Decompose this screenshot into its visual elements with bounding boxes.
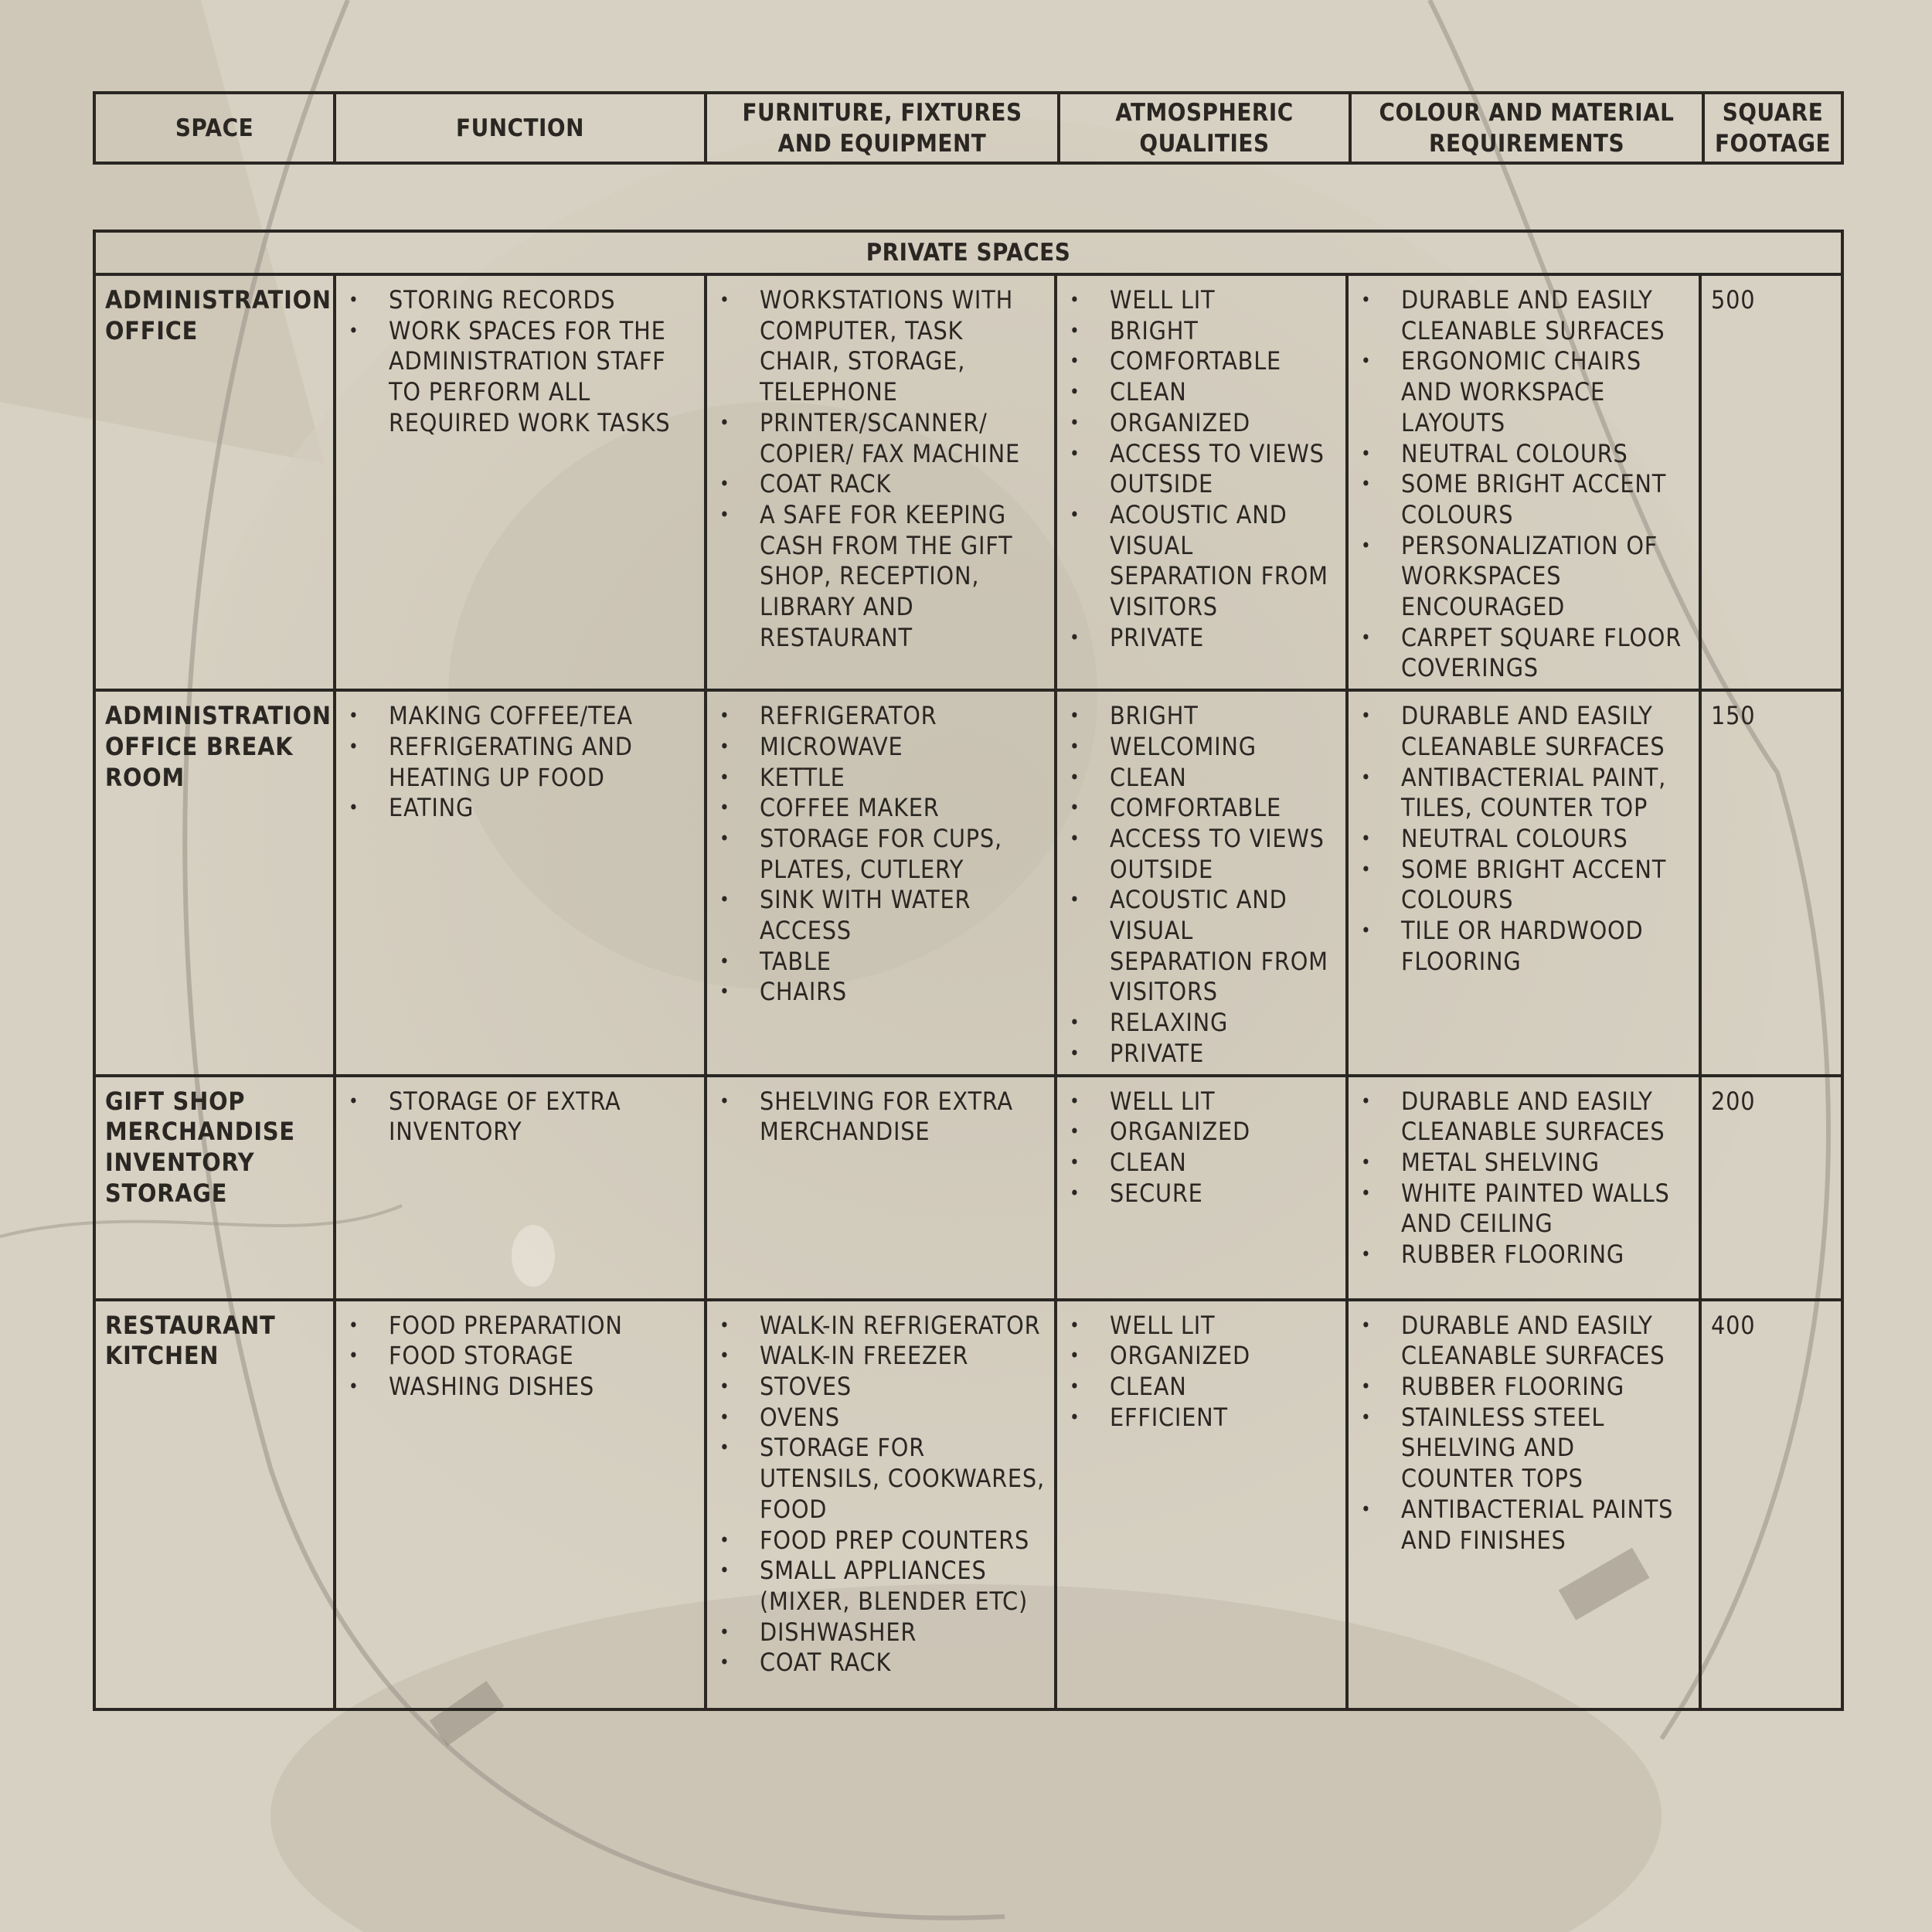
function-cell	[335, 274, 706, 690]
list-item: • METAL SHELVING	[1358, 1148, 1691, 1179]
header-space: SPACE	[94, 93, 335, 163]
list-item: • ACOUSTIC AND VISUAL SEPARATION FROM VISITORS	[1066, 500, 1338, 623]
function-cell	[335, 1076, 706, 1300]
atmosphere-cell	[1056, 1076, 1347, 1300]
header-function: FUNCTION	[335, 93, 706, 163]
list-item: • NEUTRAL COLOURS	[1358, 824, 1691, 855]
list-item: • WORKSTATIONS WITH COMPUTER, TASK CHAIR, STORAGE, TELEPHONE	[716, 285, 1046, 408]
list-item: • WHITE PAINTED WALLS AND CEILING	[1358, 1179, 1691, 1240]
list-item: • ACCESS TO VIEWS OUTSIDE	[1066, 439, 1338, 500]
list-item: • ANTIBACTERIAL PAINT, TILES, COUNTER TOP	[1358, 763, 1691, 824]
list-item: • FOOD STORAGE	[345, 1341, 696, 1372]
list-item: • ORGANIZED	[1066, 1341, 1338, 1372]
list-item: • SINK WITH WATER ACCESS	[716, 885, 1046, 946]
function-cell	[335, 690, 706, 1075]
list-item: • WALK-IN REFRIGERATOR	[716, 1311, 1046, 1342]
square-footage-cell: 400	[1700, 1300, 1842, 1709]
list-item: • WALK-IN FREEZER	[716, 1341, 1046, 1372]
list-item: • RELAXING	[1066, 1008, 1338, 1039]
materials-cell	[1347, 690, 1700, 1075]
list-item: • RUBBER FLOORING	[1358, 1240, 1691, 1270]
list-item: • STOVES	[716, 1372, 1046, 1403]
materials-list	[1358, 701, 1691, 977]
space-name-cell: ADMINISTRATION OFFICE	[94, 274, 335, 690]
list-item: • CHAIRS	[716, 977, 1046, 1008]
section-title: PRIVATE SPACES	[94, 231, 1842, 274]
atmosphere-list	[1066, 1087, 1338, 1209]
atmosphere-cell	[1056, 274, 1347, 690]
list-item: • ORGANIZED	[1066, 1117, 1338, 1148]
space-name-cell: RESTAURANT KITCHEN	[94, 1300, 335, 1709]
list-item: • ERGONOMIC CHAIRS AND WORKSPACE LAYOUTS	[1358, 346, 1691, 438]
list-item: • PERSONALIZATION OF WORKSPACES ENCOURAGED	[1358, 531, 1691, 623]
list-item: • WORK SPACES FOR THE ADMINISTRATION STAFF TO PERFORM ALL REQUIRED WORK TASKS	[345, 316, 696, 439]
ffe-list	[716, 701, 1046, 1008]
list-item: • ORGANIZED	[1066, 408, 1338, 439]
function-list	[345, 701, 696, 824]
list-item: • CARPET SQUARE FLOOR COVERINGS	[1358, 623, 1691, 684]
list-item: • REFRIGERATING AND HEATING UP FOOD	[345, 732, 696, 793]
list-item: • TABLE	[716, 947, 1046, 978]
function-list	[345, 1087, 696, 1148]
space-name-cell: ADMINISTRATION OFFICE BREAK ROOM	[94, 690, 335, 1075]
function-cell	[335, 1300, 706, 1709]
materials-cell	[1347, 274, 1700, 690]
ffe-list	[716, 1311, 1046, 1679]
header-sqft: SQUARE FOOTAGE	[1703, 93, 1842, 163]
list-item: • DURABLE AND EASILY CLEANABLE SURFACES	[1358, 701, 1691, 762]
list-item: • BRIGHT	[1066, 701, 1338, 732]
list-item: • SECURE	[1066, 1179, 1338, 1209]
header-materials: COLOUR AND MATERIAL REQUIREMENTS	[1350, 93, 1703, 163]
list-item: • WELL LIT	[1066, 285, 1338, 316]
list-item: • WELL LIT	[1066, 1311, 1338, 1342]
list-item: • CLEAN	[1066, 1372, 1338, 1403]
list-item: • COMFORTABLE	[1066, 346, 1338, 377]
list-item: • NEUTRAL COLOURS	[1358, 439, 1691, 470]
list-item: • REFRIGERATOR	[716, 701, 1046, 732]
list-item: • STORING RECORDS	[345, 285, 696, 316]
list-item: • SHELVING FOR EXTRA MERCHANDISE	[716, 1087, 1046, 1148]
space-name-cell: GIFT SHOP MERCHANDISE INVENTORY STORAGE	[94, 1076, 335, 1300]
list-item: • WASHING DISHES	[345, 1372, 696, 1403]
list-item: • DISHWASHER	[716, 1617, 1046, 1648]
list-item: • RUBBER FLOORING	[1358, 1372, 1691, 1403]
atmosphere-list	[1066, 701, 1338, 1069]
square-footage-cell: 150	[1700, 690, 1842, 1075]
list-item: • CLEAN	[1066, 763, 1338, 794]
list-item: • COFFEE MAKER	[716, 793, 1046, 824]
materials-list	[1358, 1311, 1691, 1556]
list-item: • CLEAN	[1066, 377, 1338, 408]
list-item: • PRIVATE	[1066, 1039, 1338, 1070]
list-item: • MAKING COFFEE/TEA	[345, 701, 696, 732]
header-table	[93, 91, 1844, 165]
materials-cell	[1347, 1076, 1700, 1300]
list-item: • TILE OR HARDWOOD FLOORING	[1358, 916, 1691, 977]
square-footage-cell: 500	[1700, 274, 1842, 690]
ffe-cell	[706, 1300, 1056, 1709]
list-item: • DURABLE AND EASILY CLEANABLE SURFACES	[1358, 1311, 1691, 1372]
list-item: • OVENS	[716, 1403, 1046, 1434]
list-item: • STORAGE FOR UTENSILS, COOKWARES, FOOD	[716, 1433, 1046, 1525]
table-row	[94, 1076, 1842, 1300]
list-item: • STORAGE OF EXTRA INVENTORY	[345, 1087, 696, 1148]
ffe-list	[716, 285, 1046, 653]
function-list	[345, 285, 696, 439]
atmosphere-list	[1066, 285, 1338, 653]
list-item: • SOME BRIGHT ACCENT COLOURS	[1358, 855, 1691, 916]
materials-list	[1358, 1087, 1691, 1270]
list-item: • MICROWAVE	[716, 732, 1046, 763]
list-item: • STORAGE FOR CUPS, PLATES, CUTLERY	[716, 824, 1046, 885]
ffe-list	[716, 1087, 1046, 1148]
atmosphere-cell	[1056, 690, 1347, 1075]
atmosphere-cell	[1056, 1300, 1347, 1709]
ffe-cell	[706, 690, 1056, 1075]
function-list	[345, 1311, 696, 1403]
list-item: • STAINLESS STEEL SHELVING AND COUNTER TOPS	[1358, 1403, 1691, 1495]
ffe-cell	[706, 274, 1056, 690]
list-item: • WELL LIT	[1066, 1087, 1338, 1117]
list-item: • KETTLE	[716, 763, 1046, 794]
atmosphere-list	[1066, 1311, 1338, 1434]
materials-list	[1358, 285, 1691, 684]
list-item: • EFFICIENT	[1066, 1403, 1338, 1434]
list-item: • SMALL APPLIANCES (MIXER, BLENDER ETC)	[716, 1556, 1046, 1617]
section-row	[94, 231, 1842, 274]
table-row	[94, 1300, 1842, 1709]
list-item: • COMFORTABLE	[1066, 793, 1338, 824]
list-item: • WELCOMING	[1066, 732, 1338, 763]
ffe-cell	[706, 1076, 1056, 1300]
list-item: • FOOD PREP COUNTERS	[716, 1526, 1046, 1556]
list-item: • DURABLE AND EASILY CLEANABLE SURFACES	[1358, 1087, 1691, 1148]
square-footage-cell: 200	[1700, 1076, 1842, 1300]
list-item: • SOME BRIGHT ACCENT COLOURS	[1358, 469, 1691, 530]
materials-cell	[1347, 1300, 1700, 1709]
list-item: • A SAFE FOR KEEPING CASH FROM THE GIFT SHOP, RECEPTION, LIBRARY AND RESTAURANT	[716, 500, 1046, 654]
list-item: • COAT RACK	[716, 1648, 1046, 1679]
list-item: • EATING	[345, 793, 696, 824]
list-item: • DURABLE AND EASILY CLEANABLE SURFACES	[1358, 285, 1691, 346]
list-item: • FOOD PREPARATION	[345, 1311, 696, 1342]
list-item: • ACOUSTIC AND VISUAL SEPARATION FROM VISITORS	[1066, 885, 1338, 1008]
list-item: • ANTIBACTERIAL PAINTS AND FINISHES	[1358, 1495, 1691, 1556]
list-item: • PRINTER/SCANNER/ COPIER/ FAX MACHINE	[716, 408, 1046, 469]
private-spaces-table	[93, 230, 1844, 1711]
list-item: • CLEAN	[1066, 1148, 1338, 1179]
header-row	[94, 93, 1842, 163]
list-item: • COAT RACK	[716, 469, 1046, 500]
list-item: • ACCESS TO VIEWS OUTSIDE	[1066, 824, 1338, 885]
list-item: • PRIVATE	[1066, 623, 1338, 654]
table-row	[94, 274, 1842, 690]
header-ffe: FURNITURE, FIXTURES AND EQUIPMENT	[706, 93, 1059, 163]
list-item: • BRIGHT	[1066, 316, 1338, 347]
table-row	[94, 690, 1842, 1075]
header-atmosphere: ATMOSPHERIC QUALITIES	[1059, 93, 1350, 163]
